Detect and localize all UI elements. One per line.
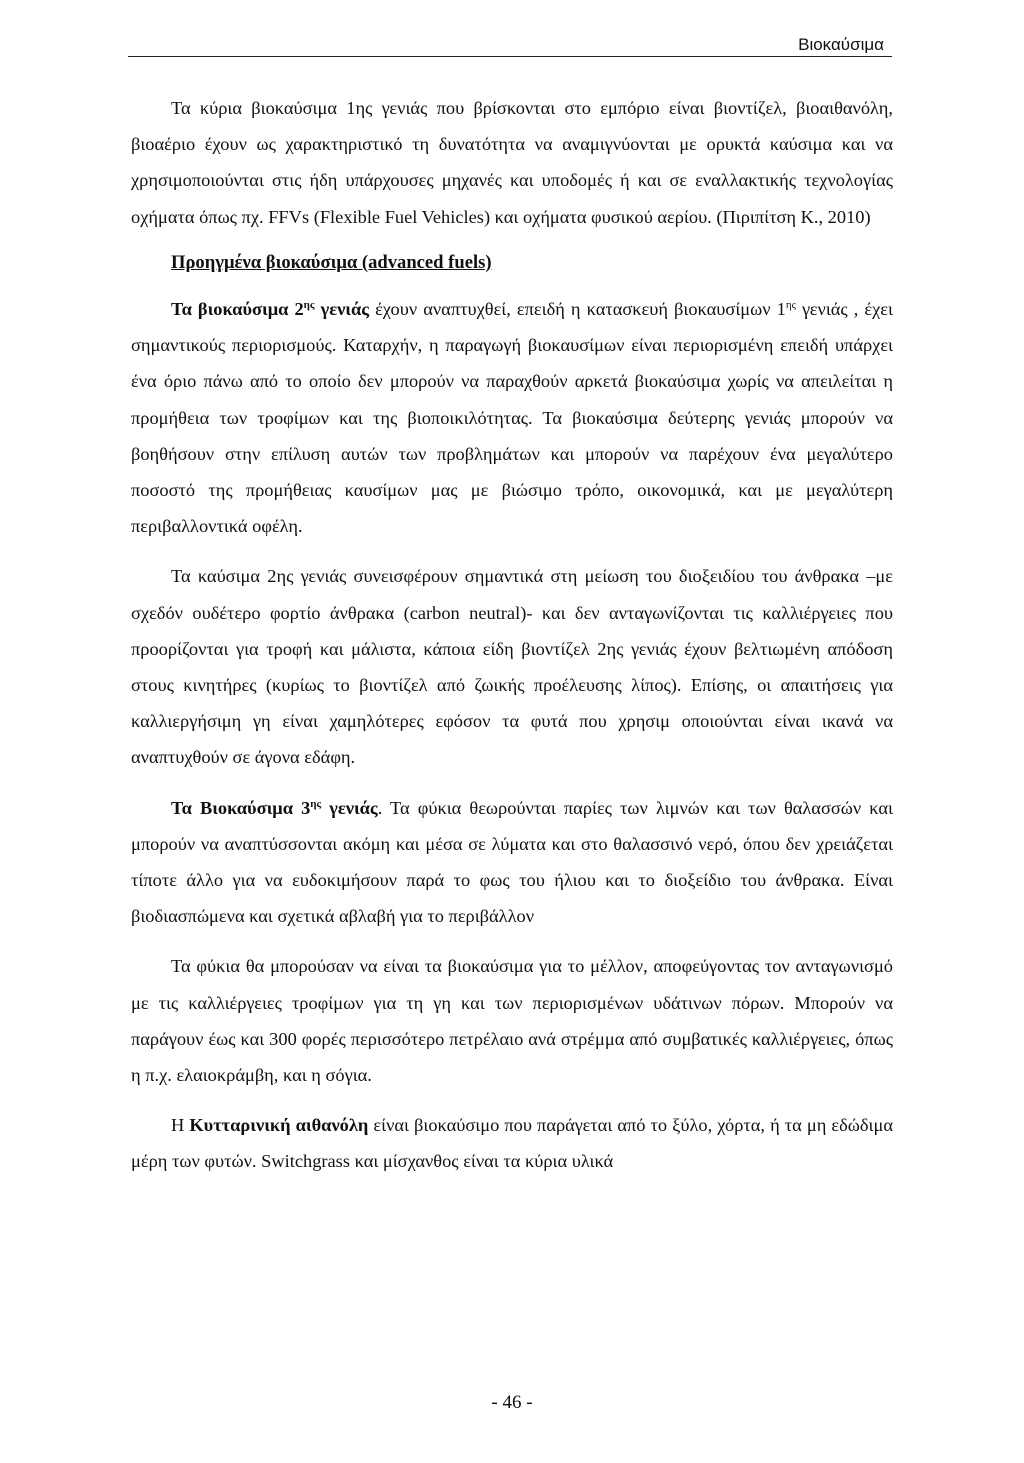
paragraph-first-gen: Τα κύρια βιοκαύσιμα 1ης γενιάς που βρίσκονται στο εμπόριο είναι βιοντίζελ, βιοαιθανόλη, βιοαέριο έχουν ως χαρακτηριστικό τη δυνατότητα να αναμιγνύονται με ορυκτά καύσιμα και να χρησιμοποιούνται στις ήδη υπάρχουσες μηχανές και υποδομές ή και σε εναλλακτικής τεχνολογίας οχήματα όπως πχ. FFVs (Flexible Fuel Vehicles) και οχήματα φυσικού αερίου. (Πιριπίτση Κ., 2010) [131, 98, 893, 227]
cellulosic-ethanol-term: Κυτταρινική αιθανόλη [189, 1115, 369, 1136]
section-heading-advanced-fuels: Προηγμένα βιοκαύσιμα (advanced fuels) [171, 251, 492, 273]
second-gen-lead: Τα βιοκαύσιμα $2^{\eta\varsigma}$ γενιάς [171, 298, 370, 320]
page-content [131, 90, 893, 1180]
paragraph-third-gen: Τα Βιοκαύσιμα $3^{\eta\varsigma}$ γενιάς. Τα φύκια θεωρούνται παρίες των λιμνών και των θαλασσών και μπορούν να αναπτύσσονται ακόμη και μέσα σε λύματα και στο θαλασσινό νερό, όπου δεν χρειάζεται τίποτε άλλο για να ευδοκιμήσουν παρά το φως του ήλιου και το διοξείδιο του άνθρακα. Είναι βιοδιασπώμενα και σχετικά αβλαβή για το περιβάλλον [131, 797, 893, 927]
paragraph-cellulosic-ethanol: Η Κυτταρινική αιθανόλη είναι βιοκαύσιμο που παράγεται από το ξύλο, χόρτα, ή τα μη εδώδιμα μέρη των φυτών. Switchgrass και μίσχανθος είναι τα κύρια υλικά [131, 1115, 893, 1172]
paragraph-second-gen: Τα βιοκαύσιμα $2^{\eta\varsigma}$ γενιάς έχουν αναπτυχθεί, επειδή η κατασκευή βιοκαυσίμων $1^{\eta\varsigma}$ γενιάς , έχει σημαντικούς περιορισμούς. Καταρχήν, η παραγωγή βιοκαυσίμων είναι περιορισμένη επειδή υπάρχει ένα όριο πάνω από το οποίο δεν μπορούν να παραχθούν αρκετά βιοκαύσιμα χωρίς να απειλείται η προμήθεια των τροφίμων και της βιοποικιλότητας. Τα βιοκαύσιμα δεύτερης γενιάς μπορούν να βοηθήσουν στην επίλυση αυτών των προβλημάτων και μπορούν να παρέχουν ένα μεγαλύτερο ποσοστό της προμήθειας καυσίμων μας με βιώσιμο τρόπο, οικονομικά, και με μεγαλύτερη περιβαλλοντικά οφέλη. [131, 298, 893, 537]
header-title: Βιοκαύσιμα [798, 35, 884, 54]
paragraph-algae: Τα φύκια θα μπορούσαν να είναι τα βιοκαύσιμα για το μέλλον, αποφεύγοντας τον ανταγωνισμό με τις καλλιέργειες τροφίμων για τη γη και των περιορισμένων υδάτινων πόρων. Μπορούν να παράγουν έως και 300 φορές περισσότερο πετρέλαιο ανά στρέμμα από συμβατικές καλλιέργειες, όπως η π.χ. ελαιοκράμβη, και η σόγια. [131, 956, 893, 1086]
page-header [128, 34, 892, 57]
page-number: - 46 - [491, 1392, 533, 1413]
paragraph-second-gen-benefits: Τα καύσιμα 2ης γενιάς συνεισφέρουν σημαντικά στη μείωση του διοξειδίου του άνθρακα –με σχεδόν ουδέτερο φορτίο άνθρακα (carbon neutral)- και δεν ανταγωνίζονται τις καλλιέργειες που προορίζονται για τροφή και μάλιστα, κάποια είδη βιοντίζελ 2ης γενιάς έχουν βελτιωμένη απόδοση στους κινητήρες (κυρίως το βιοντίζελ από ζωικής προέλευσης λίπος). Επίσης, οι απαιτήσεις για καλλιεργήσιμη γη είναι χαμηλότερες εφόσον τα φυτά που χρησιμ οποιούνται είναι ικανά να αναπτυχθούν σε άγονα εδάφη. [131, 566, 893, 768]
third-gen-lead: Τα Βιοκαύσιμα $3^{\eta\varsigma}$ γενιάς [171, 797, 378, 818]
